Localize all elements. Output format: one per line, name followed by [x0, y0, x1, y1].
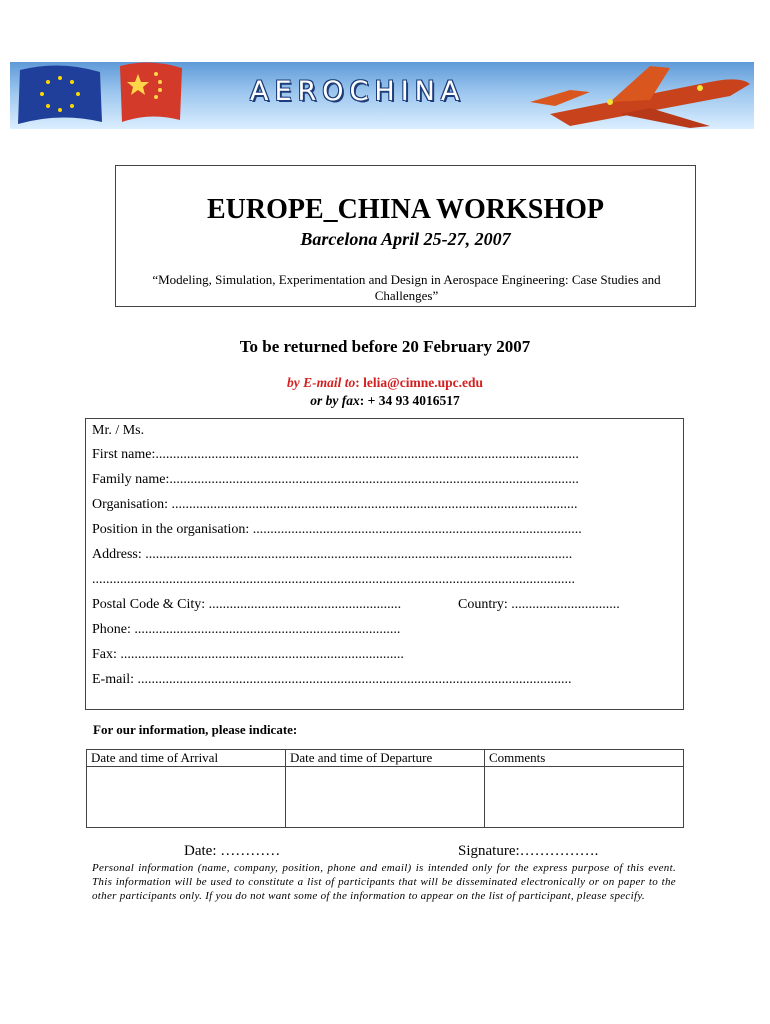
first-name-field[interactable]: First name:......................................................................................................................... — [92, 447, 579, 462]
address-continued-field[interactable]: .......................................................................................................................................... — [92, 572, 575, 587]
banner-title: AEROCHINA — [250, 76, 466, 107]
phone-field[interactable]: Phone: ............................................................................ — [92, 622, 401, 637]
departure-header: Date and time of Departure — [286, 750, 485, 767]
address-field[interactable]: Address: .......................................................................................................................... — [92, 547, 573, 562]
email-label: by E-mail to — [287, 375, 356, 390]
eu-flag-icon — [18, 65, 102, 124]
departure-cell[interactable] — [286, 767, 485, 828]
organisation-field[interactable]: Organisation: .................................................................................................................... — [92, 497, 578, 512]
date-field[interactable]: Date: ………… — [184, 843, 281, 859]
fax-label: or by fax — [310, 393, 360, 408]
email-address: : lelia@cimne.upc.edu — [355, 375, 483, 390]
info-label: For our information, please indicate: — [93, 722, 298, 737]
return-deadline: To be returned before 20 February 2007 — [239, 337, 531, 356]
fax-instruction — [0, 393, 770, 409]
china-flag-icon — [120, 62, 182, 122]
email-instruction — [0, 375, 770, 391]
travel-info-table — [86, 749, 684, 828]
signature-field[interactable]: Signature:……………. — [458, 843, 599, 859]
arrival-header: Date and time of Arrival — [87, 750, 286, 767]
fax-field[interactable]: Fax: ................................................................................. — [92, 647, 404, 662]
postal-city-field[interactable]: Postal Code & City: ....................................................... — [92, 597, 402, 612]
arrival-cell[interactable] — [87, 767, 286, 828]
registration-form — [85, 418, 684, 710]
position-field[interactable]: Position in the organisation: .............................................................................................. — [92, 522, 582, 537]
salutation-field[interactable]: Mr. / Ms. — [92, 423, 145, 438]
aircraft-icon — [530, 66, 750, 128]
email-field[interactable]: E-mail: ............................................................................................................................ — [92, 672, 572, 687]
workshop-date-location: Barcelona April 25-27, 2007 — [300, 229, 511, 249]
fax-number: : + 34 93 4016517 — [359, 393, 460, 408]
workshop-title: EUROPE_CHINA WORKSHOP — [207, 194, 604, 225]
country-field[interactable]: Country: ............................... — [458, 597, 620, 612]
comments-header: Comments — [485, 750, 684, 767]
privacy-notice: Personal information (name, company, position, phone and email) is intended only for the express purpose of this event. This information will be used to constitute a list of participants that will be disseminated electronically or on paper to the other participants only. If you do not want some of the information to appear on the list of participant, please specify. — [92, 862, 676, 902]
family-name-field[interactable]: Family name:..................................................................................................................... — [92, 472, 579, 487]
workshop-theme: “Modeling, Simulation, Experimentation and Design in Aerospace Engineering: Case Studies and Challenges” — [152, 272, 661, 303]
workshop-title-box — [115, 165, 696, 307]
aerochina-banner — [10, 62, 754, 129]
comments-cell[interactable] — [485, 767, 684, 828]
